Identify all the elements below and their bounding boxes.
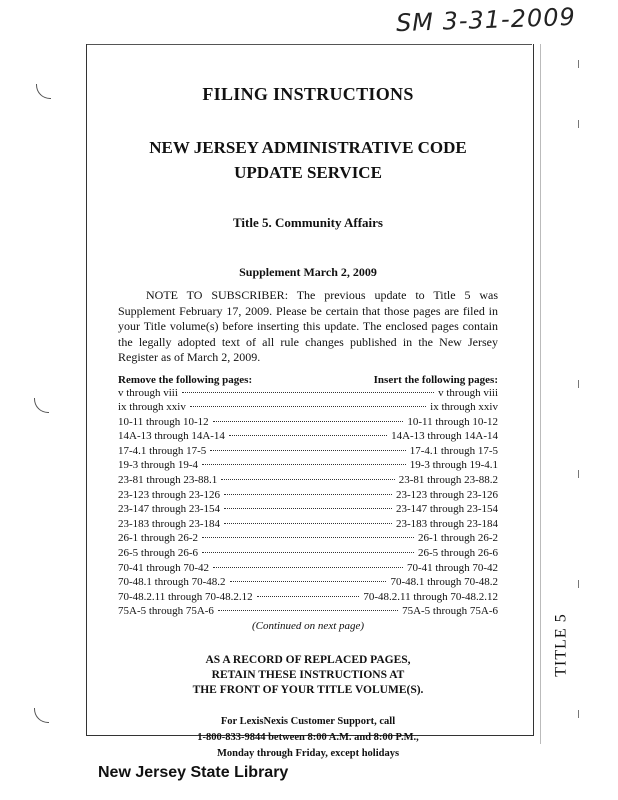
record-line: THE FRONT OF YOUR TITLE VOLUME(S). (192, 684, 424, 696)
support-line: Monday through Friday, except holidays (216, 748, 400, 759)
table-row (118, 458, 498, 473)
continued-note: (Continued on next page) (251, 620, 365, 632)
leader-dots (224, 508, 392, 509)
remove-pages: v through viii (118, 386, 178, 399)
remove-pages: ix through xxiv (118, 401, 186, 414)
leader-dots (202, 552, 414, 553)
insert-header: Insert the following pages: (373, 373, 498, 386)
document-heading: FILING INSTRUCTIONS (202, 84, 414, 104)
pages-table-header (118, 374, 498, 386)
insert-pages: 10-11 through 10-12 (407, 415, 498, 428)
title-name: Title 5. Community Affairs (233, 215, 383, 230)
table-row (118, 502, 498, 517)
insert-pages: 26-1 through 26-2 (417, 532, 498, 545)
leader-dots (202, 464, 406, 465)
insert-pages: 19-3 through 19-4.1 (409, 459, 498, 472)
record-line: RETAIN THESE INSTRUCTIONS AT (211, 669, 405, 681)
remove-pages: 17-4.1 through 17-5 (118, 444, 207, 457)
binder-hole-mark (34, 398, 49, 413)
tab-tick (578, 470, 579, 478)
leader-dots (202, 537, 414, 538)
pages-table (118, 386, 498, 620)
table-row (118, 590, 498, 605)
remove-pages: 23-81 through 23-88.1 (118, 474, 218, 487)
support-line: For LexisNexis Customer Support, call (220, 716, 396, 727)
table-row (118, 546, 498, 561)
insert-pages: 70-48.2.11 through 70-48.2.12 (363, 590, 498, 603)
binder-strip (540, 44, 541, 744)
table-row (118, 415, 498, 430)
remove-pages: 70-41 through 70-42 (118, 561, 210, 574)
supplement-date: Supplement March 2, 2009 (239, 265, 377, 279)
note-to-subscriber: NOTE TO SUBSCRIBER: The previous update to Title 5 was Supplement February 17, 2009. Please be certain that those pages are filed in your Title volume(s) before inserting this update. The enclosed pages contain the legally adopted text of all rule changes published in the New Jersey Register as of March 2, 2009. (118, 288, 498, 364)
remove-pages: 23-183 through 23-184 (118, 517, 221, 530)
table-row (118, 386, 498, 401)
library-footer: New Jersey State Library (98, 764, 289, 781)
table-row (118, 473, 498, 488)
table-row (118, 531, 498, 546)
leader-dots (229, 435, 387, 436)
remove-pages: 19-3 through 19-4 (118, 459, 199, 472)
leader-dots (210, 450, 405, 451)
remove-pages: 14A-13 through 14A-14 (118, 430, 225, 443)
remove-pages: 70-48.2.11 through 70-48.2.12 (118, 590, 253, 603)
insert-pages: 26-5 through 26-6 (417, 547, 498, 560)
insert-pages: 14A-13 through 14A-14 (391, 430, 498, 443)
leader-dots (257, 596, 360, 597)
remove-pages: 70-48.1 through 70-48.2 (118, 576, 226, 589)
tab-tick (578, 60, 579, 68)
binder-hole-mark (36, 84, 51, 99)
code-title-line2: UPDATE SERVICE (234, 163, 382, 182)
table-row (118, 400, 498, 415)
table-row (118, 488, 498, 503)
remove-pages: 26-1 through 26-2 (118, 532, 199, 545)
customer-support (118, 714, 498, 762)
leader-dots (230, 581, 387, 582)
handwritten-date-note: SM 3-31-2009 (395, 2, 577, 38)
leader-dots (224, 523, 392, 524)
tab-tick (578, 380, 579, 388)
code-title-line1: NEW JERSEY ADMINISTRATIVE CODE (149, 138, 467, 157)
insert-pages: 75A-5 through 75A-6 (402, 605, 498, 618)
tab-tick (578, 120, 579, 128)
leader-dots (213, 567, 403, 568)
table-row (118, 561, 498, 576)
insert-pages: 23-147 through 23-154 (395, 503, 498, 516)
table-row (118, 604, 498, 619)
insert-pages: 23-183 through 23-184 (395, 517, 498, 530)
table-row (118, 575, 498, 590)
leader-dots (224, 494, 392, 495)
table-row (118, 517, 498, 532)
table-row (118, 444, 498, 459)
filing-instructions (118, 84, 498, 762)
tab-tick (578, 710, 579, 718)
leader-dots (218, 610, 398, 611)
insert-pages: 23-123 through 23-126 (395, 488, 498, 501)
record-notice (118, 653, 498, 698)
insert-pages: 70-41 through 70-42 (406, 561, 498, 574)
support-line: 1-800-833-9844 between 8:00 A.M. and 8:00 P.M., (197, 732, 419, 743)
binder-hole-mark (34, 708, 49, 723)
table-row (118, 429, 498, 444)
leader-dots (213, 421, 404, 422)
title-tab (547, 605, 577, 685)
remove-pages: 10-11 through 10-12 (118, 415, 209, 428)
remove-pages: 23-147 through 23-154 (118, 503, 221, 516)
leader-dots (190, 406, 426, 407)
leader-dots (221, 479, 394, 480)
remove-header: Remove the following pages: (118, 373, 253, 386)
remove-pages: 23-123 through 23-126 (118, 488, 221, 501)
remove-pages: 75A-5 through 75A-6 (118, 605, 214, 618)
record-line: AS A RECORD OF REPLACED PAGES, (205, 654, 411, 666)
tab-tick (578, 580, 579, 588)
insert-pages: 17-4.1 through 17-5 (409, 444, 498, 457)
insert-pages: 70-48.1 through 70-48.2 (390, 576, 498, 589)
insert-pages: 23-81 through 23-88.2 (398, 474, 498, 487)
insert-pages: ix through xxiv (430, 401, 498, 414)
title-tab-label: TITLE 5 (553, 613, 571, 677)
insert-pages: v through viii (438, 386, 498, 399)
leader-dots (182, 392, 434, 393)
remove-pages: 26-5 through 26-6 (118, 547, 199, 560)
